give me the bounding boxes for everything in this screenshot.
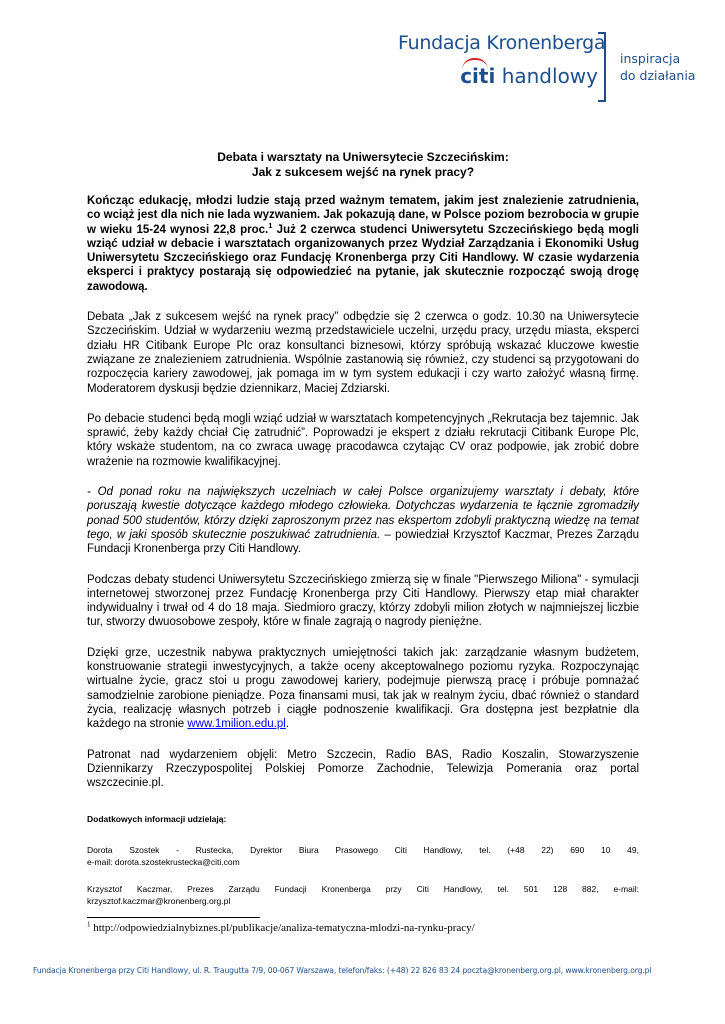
title-line2: Jak z sukcesem wejść na rynek pracy? (251, 164, 475, 179)
paragraph-quote (87, 485, 639, 556)
contact-line: Krzysztof Kaczmar, Prezes Zarządu Fundacji Kronenberga przy Citi Handlowy, tel. 501 128 882, e-mail: (87, 883, 639, 894)
paragraph-game-skills: Dzięki grze, uczestnik nabywa praktycznych umiejętności takich jak: zarządzanie własnym budżetem, konstruowanie strategii inwestycyjnych, a także oceny akceptowalnego poziomu ryzyka. Rozpoczynając wirtualne życie, gracz stoi u progu zawodowej kariery, podejmuje pierwszą pracę i próbuje pomnażać samodzielnie zarobione pieniądze. Poza finansami musi, tak jak w realnym życiu, dbać również o standard życia, realizację własnych potrzeb i ciągłe podnoszenie kwalifikacji. Gra dostępna jest bezpłatnie dla każdego na stronie www.1milion.edu.pl. (87, 646, 639, 731)
contacts-heading: Dodatkowych informacji udzielają: (87, 814, 227, 825)
footnote-url[interactable]: http://odpowiedzialnybiznes.pl/publikacje/analiza-tematyczna-mlodzi-na-rynku-pracy/ (90, 922, 475, 934)
footnote-ref[interactable]: 1 (268, 220, 273, 230)
footnote (87, 922, 475, 934)
paragraph-game-final: Podczas debaty studenci Uniwersytetu Szczecińskiego zmierzą się w finale "Pierwszego Miliona" - symulacji internetowej stworzonej przez Fundację Kronenberga przy Citi Handlowy. Pierwszy etap miał charakter indywidualny i trwał od 4 do 18 maja. Siedmioro graczy, którzy zdobyli milion złotych w najmniejszej liczbie tur, stworzy dwuosobowe zespoły, które w finale zagrają o nagrody pieniężne. (87, 573, 639, 629)
paragraph-debate: Debata „Jak z sukcesem wejść na rynek pracy” odbędzie się 2 czerwca o godz. 10.30 na Uniwersytecie Szczecińskim. Udział w wydarzeniu wezmą przedstawiciele uczelni, urzędu pracy, urzędu miasta, eksperci działu HR Citibank Europe Plc oraz konsultanci biznesowi, którzy spróbują wskazać kluczowe kwestie związane ze znalezieniem zatrudnienia. Wspólnie zastanowią się również, czy studenci są przygotowani do rozpoczęcia kariery zawodowej, jak pomaga im w tym system edukacji i czy warto założyć własną firmę. Moderatorem dyskusji będzie dziennikarz, Maciej Zdziarski. (87, 311, 639, 395)
logo-partner-name: handlowy (501, 64, 598, 88)
logo-tagline (620, 50, 695, 84)
citi-logo-icon: citi (460, 64, 495, 88)
document-body (87, 150, 639, 922)
contact-email[interactable]: krzysztof.kaczmar@kronenberg.org.pl (87, 896, 231, 907)
paragraph-workshops: Po debacie studenci będą mogli wziąć udział w warsztatach kompetencyjnych „Rekrutacja bez tajemnic. Jak sprawić, żeby każdy chciał Cię zatrudnić”. Poprowadzi je ekspert z działu rekrutacji Citibank Europe Plc, który wskaże studentom, na co zwraca uwagę pracodawca czytając CV oraz podpowie, jak zrobić dobre wrażenie na rozmowie kwalifikacyjnej. (87, 412, 639, 468)
footnote-separator (87, 917, 260, 918)
logo-bracket-divider (598, 32, 606, 102)
page-footer: Fundacja Kronenberga przy Citi Handlowy, ul. R. Traugutta 7/9, 00-067 Warszawa, telefon/faks: (+48) 22 826 83 24 poczta@kronenberg.org.pl, www.kronenberg.org.pl (33, 966, 652, 975)
logo-wordmark (398, 32, 606, 88)
tagline-line2: do działania (620, 68, 696, 83)
tagline-line1: inspiracja (620, 51, 681, 66)
contact-foundation (87, 883, 639, 908)
logo-partner (398, 64, 598, 88)
footnote-marker: 1 (87, 920, 91, 929)
lead-paragraph: Kończąc edukację, młodzi ludzie stają przed ważnym tematem, jakim jest znalezienie zatrudnienia, co wciąż jest dla nich nie lada wyzwaniem. Jak pokazują dane, w Polsce poziom bezrobocia w grupie w wieku 15-24 wynosi 22,8 proc.$^1$ Już 2 czerwca studenci Uniwersytetu Szczecińskiego będą mogli wziąć udział w debacie i warsztatach organizowanych przez Wydział Zarządzania i Ekonomiki Usług Uniwersytetu Szczecińskiego oraz Fundację Kronenberga przy Citi Handlowy. W czasie wydarzenia eksperci i praktycy postarają się odpowiedzieć na pytanie, jak skutecznie rozpocząć swoją drogę zawodową. (87, 195, 639, 293)
game-website-link[interactable]: www.1milion.edu.pl (187, 718, 286, 731)
quote-text: - Od ponad roku na największych uczelniach w całej Polsce organizujemy warsztaty i debaty, które poruszają kwestie dotyczące każdego młodego człowieka. Dotychczas wydarzenia te łącznie zgromadziły ponad 500 studentów, którzy dzięki zaproszonym przez nas ekspertom zdobyli praktyczną wiedzę na temat tego, w jaki sposób skutecznie poszukiwać zatrudnienia. (87, 486, 639, 541)
title-line1: Debata i warsztaty na Uniwersytecie Szczecińskim: (217, 150, 509, 164)
document-title (87, 150, 639, 179)
logo-org-name: Fundacja Kronenberga (398, 32, 606, 54)
contact-line: Dorota Szostek - Rustecka, Dyrektor Biura Prasowego Citi Handlowy, tel. (+48 22) 690 10 49, (87, 844, 639, 855)
contact-email[interactable]: e-mail: dorota.szostekrustecka@citi.com (87, 857, 240, 868)
paragraph-patronage: Patronat nad wydarzeniem objęli: Metro Szczecin, Radio BAS, Radio Koszalin, Stowarzyszenie Dziennikarzy Rzeczypospolitej Polskiej Pomorze Zachodnie, Telewizja Pomerania oraz portal wszczecinie.pl. (87, 748, 639, 790)
quote-attribution: – powiedział Krzysztof Kaczmar, Prezes Zarządu Fundacji Kronenberga przy Citi Handlowy. (87, 528, 639, 556)
header-logo (398, 32, 698, 104)
contact-press-office (87, 844, 639, 869)
